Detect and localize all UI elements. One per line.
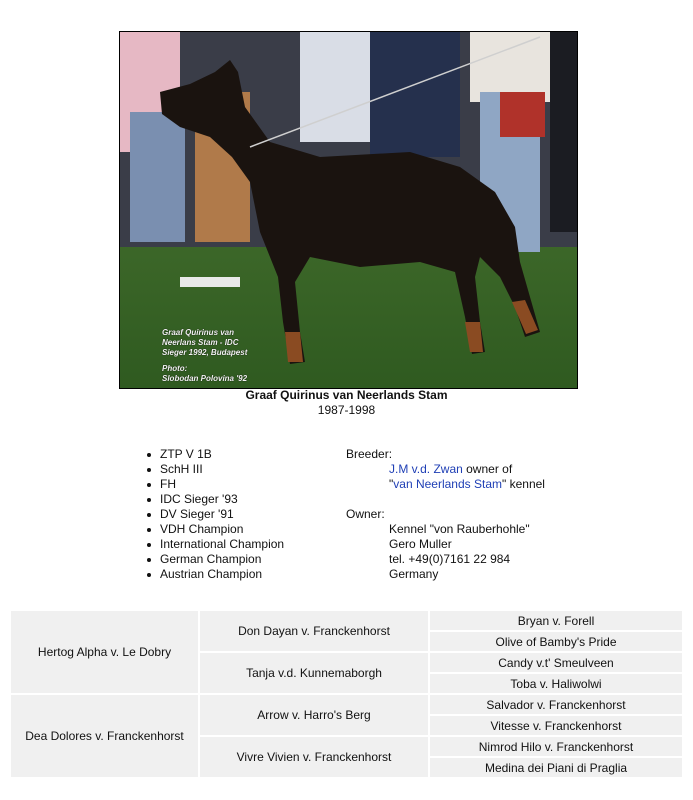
title-item: SchH III [160, 462, 284, 477]
pedigree-sire: Hertog Alpha v. Le Dobry [11, 611, 198, 693]
title-item: ZTP V 1B [160, 447, 284, 462]
breeder-link[interactable]: J.M v.d. Zwan [389, 462, 463, 476]
photo-caption-line: Photo: [162, 364, 188, 373]
photo-caption-line: Graaf Quirinus van [162, 328, 235, 337]
pedigree-great-grandparent: Salvador v. Franckenhorst [430, 695, 682, 714]
pedigree-great-grandparent: Bryan v. Forell [430, 611, 682, 630]
title-item: FH [160, 477, 284, 492]
title-item: International Champion [160, 537, 285, 551]
owner-line: tel. +49(0)7161 22 984 [389, 552, 511, 566]
title-item: IDC Sieger '93 [160, 492, 284, 507]
kennel-link[interactable]: van Neerlands Stam [393, 477, 502, 491]
pedigree-great-grandparent: Medina dei Piani di Praglia [430, 758, 682, 777]
table-row [11, 611, 682, 630]
pedigree-great-grandparent: Nimrod Hilo v. Franckenhorst [430, 737, 682, 756]
breeder-kennel-row [346, 477, 545, 492]
photo-caption-line: Sieger 1992, Budapest [162, 348, 248, 357]
pedigree-great-grandparent: Vitesse v. Franckenhorst [430, 716, 682, 735]
breeder-owner-info [346, 447, 545, 582]
pedigree-grandparent: Tanja v.d. Kunnemaborgh [200, 653, 428, 693]
kennel-quote-open: " [389, 477, 394, 491]
title-item: DV Sieger '91 [160, 507, 284, 522]
dog-name: Graaf Quirinus van Neerlands Stam [245, 388, 448, 402]
pedigree-table [9, 609, 684, 779]
photo-caption-line: Neerlans Stam - IDC [162, 338, 239, 347]
pedigree-great-grandparent: Candy v.t' Smeulveen [430, 653, 682, 672]
title-item: Austrian Champion [160, 567, 284, 582]
owner-line: Kennel "von Rauberhohle" [389, 522, 530, 536]
owner-line: Gero Muller [389, 537, 452, 551]
pedigree-grandparent: Don Dayan v. Franckenhorst [200, 611, 428, 651]
photo-caption-line: Slobodan Polovina '92 [162, 374, 248, 383]
owner-label: Owner: [346, 507, 385, 521]
pedigree-grandparent: Vivre Vivien v. Franckenhorst [200, 737, 428, 777]
titles-list [160, 447, 284, 582]
breeder-label: Breeder: [346, 447, 393, 461]
dog-years: 1987-1998 [317, 403, 376, 417]
pedigree-grandparent: Arrow v. Harro's Berg [200, 695, 428, 735]
photo-caption [162, 328, 247, 384]
table-row [11, 695, 682, 714]
kennel-suffix: " kennel [502, 477, 545, 491]
breeder-owner-of: owner of [462, 462, 513, 476]
pedigree-dam: Dea Dolores v. Franckenhorst [11, 695, 198, 777]
owner-line: Germany [389, 567, 439, 581]
title-item: German Champion [160, 552, 284, 567]
pedigree-great-grandparent: Olive of Bamby's Pride [430, 632, 682, 651]
breeder-name-row [346, 462, 545, 477]
title-item: VDH Champion [160, 522, 284, 537]
dog-photo [119, 31, 578, 389]
pedigree-great-grandparent: Toba v. Haliwolwi [430, 674, 682, 693]
